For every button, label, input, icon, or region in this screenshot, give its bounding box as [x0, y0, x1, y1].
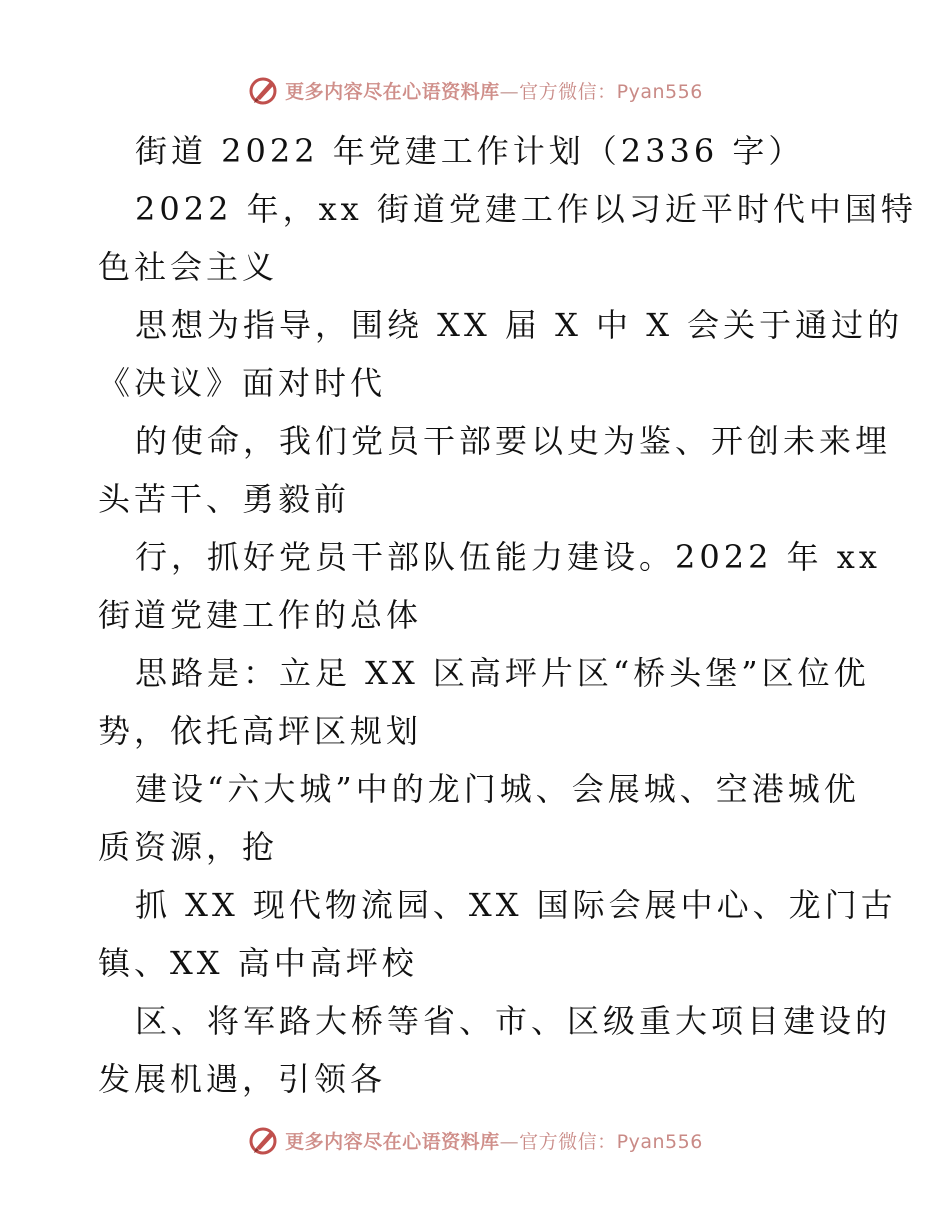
paragraph-line: 色社会主义 — [98, 248, 279, 286]
paragraph-line: 镇、XX 高中高坪校 — [98, 944, 418, 982]
pen-logo-icon — [247, 74, 279, 106]
header-watermark — [0, 70, 950, 110]
watermark-main-text: 更多内容尽在心语资料库 — [285, 80, 500, 103]
watermark-separator: — — [499, 1130, 520, 1153]
watermark-main-text: 更多内容尽在心语资料库 — [285, 1130, 500, 1153]
paragraph-line: 建设“六大城”中的龙门城、会展城、空港城优 — [135, 770, 860, 808]
paragraph-line: 思想为指导，围绕 XX 届 X 中 X 会关于通过的 — [135, 306, 904, 344]
watermark-text — [285, 1127, 703, 1154]
document-title-line: 街道 2022 年党建工作计划（2336 字） — [135, 132, 805, 170]
paragraph-line: 区、将军路大桥等省、市、区级重大项目建设的 — [135, 1002, 892, 1040]
watermark-wechat-text: 官方微信：Pyan556 — [519, 1130, 703, 1153]
paragraph-line: 思路是：立足 XX 区高坪片区“桥头堡”区位优 — [135, 654, 870, 692]
paragraph-line: 《决议》面对时代 — [98, 364, 387, 402]
document-body — [98, 122, 917, 1108]
watermark-text — [285, 77, 703, 104]
paragraph-line: 抓 XX 现代物流园、XX 国际会展中心、龙门古 — [135, 886, 897, 924]
paragraph-line: 2022 年，xx 街道党建工作以习近平时代中国特 — [135, 190, 917, 228]
paragraph-line: 质资源，抢 — [98, 828, 279, 866]
pen-logo-icon — [247, 1124, 279, 1156]
watermark-wechat-text: 官方微信：Pyan556 — [519, 80, 703, 103]
watermark-separator: — — [499, 80, 520, 103]
paragraph-line: 发展机遇，引领各 — [98, 1060, 387, 1098]
paragraph-line: 势，依托高坪区规划 — [98, 712, 423, 750]
paragraph-line: 头苦干、勇毅前 — [98, 480, 351, 518]
paragraph-line: 行，抓好党员干部队伍能力建设。2022 年 xx — [135, 538, 881, 576]
paragraph-line: 的使命，我们党员干部要以史为鉴、开创未来埋 — [135, 422, 892, 460]
paragraph-line: 街道党建工作的总体 — [98, 596, 423, 634]
footer-watermark — [0, 1120, 950, 1160]
